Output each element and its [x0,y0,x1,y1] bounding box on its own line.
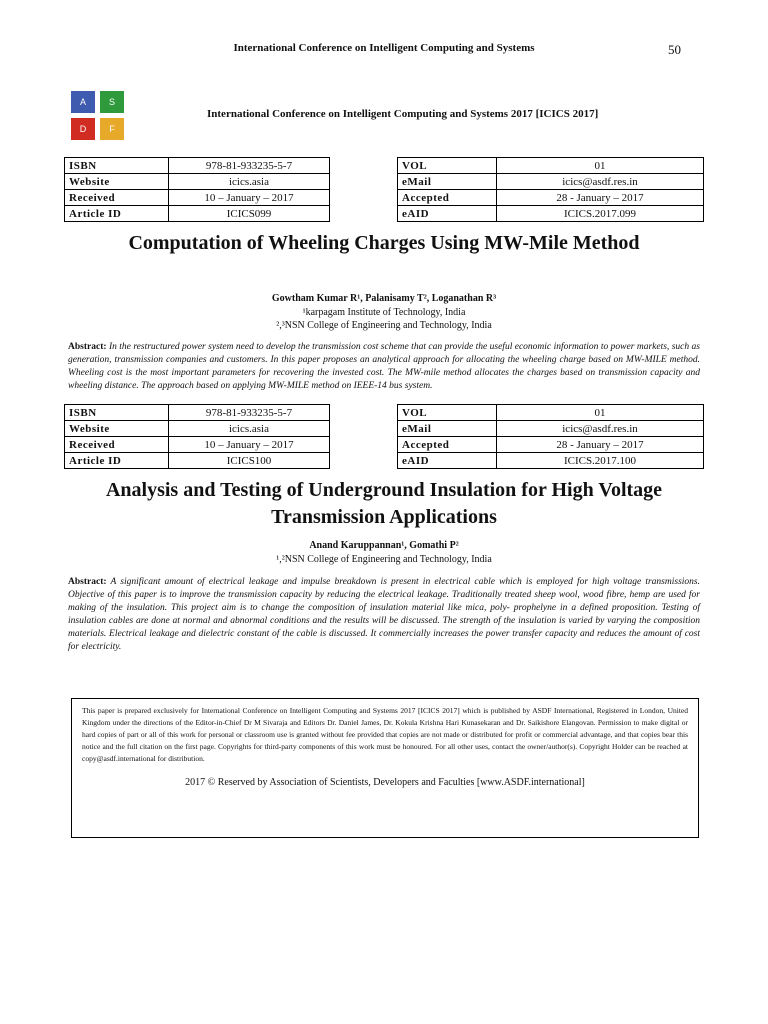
abstract-text: In the restructured power system need to develop the transmission cost scheme that can provide the useful economic information to power markets, such as generation, transmission companies and customers. In this paper proposes an analytical approach for allocating the wheeling charge based on MW-MILE method. Wheeling cost is the most important parameters for recovering the invested cost. The MW-mile method allocates the charges based on transmission capacity and wheeling distance. The approach based on applying MW-MILE method on IEEE-14 bus system. [68,342,701,391]
logo-letter-f: F [100,118,124,140]
meta-key: eMail [398,174,497,190]
table-row [65,405,330,421]
copyright-line: 2017 © Reserved by Association of Scientists, Developers and Faculties [www.ASDF.international] [185,777,585,788]
table-row [398,421,704,437]
paper1-affiliation-1: ¹karpagam Institute of Technology, India [302,307,466,318]
meta-key: Accepted [398,190,497,206]
meta-key: Article ID [65,206,169,222]
meta-value: icics.asia [169,421,330,437]
meta-key: VOL [398,405,497,421]
paper1-abstract [68,341,700,393]
abstract-label: Abstract: [68,577,107,587]
table-row [398,405,704,421]
meta-key: Received [65,437,169,453]
meta-key: Received [65,190,169,206]
table-row [398,437,704,453]
meta-key: ISBN [65,158,169,174]
paper1-meta-right [397,157,704,222]
table-row [65,437,330,453]
meta-value: 28 - January – 2017 [497,437,704,453]
paper2-authors: Anand Karuppannan¹, Gomathi P² [309,540,459,551]
paper1-authors: Gowtham Kumar R¹, Palanisamy T², Loganathan R³ [271,293,497,304]
meta-key: ISBN [65,405,169,421]
running-title: International Conference on Intelligent Computing and Systems [233,42,535,54]
meta-value: ICICS.2017.100 [497,453,704,469]
logo-letter-a: A [71,91,95,113]
asdf-logo [71,91,127,143]
conference-line: International Conference on Intelligent Computing and Systems 2017 [ICICS 2017] [207,108,599,120]
table-row [398,174,704,190]
meta-value: icics@asdf.res.in [497,174,704,190]
logo-letter-d: D [71,118,95,140]
meta-key: eMail [398,421,497,437]
meta-key: Website [65,421,169,437]
table-row [65,190,330,206]
meta-value: 978-81-933235-5-7 [169,405,330,421]
paper2-meta-right [397,404,704,469]
page-number: 50 [668,42,681,57]
meta-key: eAID [398,453,497,469]
meta-value: 10 – January – 2017 [169,190,330,206]
meta-value: ICICS099 [169,206,330,222]
table-row [65,158,330,174]
paper2-meta-left [64,404,330,469]
meta-value: 28 - January – 2017 [497,190,704,206]
meta-value: 01 [497,405,704,421]
table-row [398,206,704,222]
logo-letter-s: S [100,91,124,113]
meta-key: Article ID [65,453,169,469]
paper1-meta-left [64,157,330,222]
paper1-affiliation-2: ²,³NSN College of Engineering and Technology, India [276,320,492,331]
meta-key: Website [65,174,169,190]
meta-value: icics@asdf.res.in [497,421,704,437]
meta-value: ICICS100 [169,453,330,469]
meta-value: ICICS.2017.099 [497,206,704,222]
table-row [398,453,704,469]
paper2-abstract [68,576,700,654]
abstract-label: Abstract: [68,342,107,352]
table-row [65,421,330,437]
table-row [65,206,330,222]
meta-value: 978-81-933235-5-7 [169,158,330,174]
notice-text: This paper is prepared exclusively for International Conference on Intelligent Computing and Systems 2017 [ICICS 2017] which is published by ASDF International, Registered in London, United Kingdom under the directions of the Editor-in-Chief Dr M Sivaraja and Editors Dr. Daniel James, Dr. Kokula Krishna Hari Kunasekaran and Dr. Saikishore Elangovan. Permission to make digital or hard copies of part or all of this work for personal or classroom use is granted without fee provided that copies are not made or distributed for profit or commercial advantage, and that copies bear this notice and the full citation on the first page. Copyrights for third-party components of this work must be honoured. For all other uses, contact the owner/author(s). Copyright Holder can be reached at copy@asdf.international for distribution. [82,706,688,763]
table-row [65,453,330,469]
abstract-text: A significant amount of electrical leakage and impulse breakdown is present in electrical cable which is employed for high voltage transmissions. Objective of this paper is to improve the transmission capacity by reducing the electrical leakage. Traditionally treated sheep wool, wood fibre, hemp are used for making of the insulation. This project aim is to change the composition of insulation material like mica, poly- prophelyne in a defined proposition. Testing of insulation cables are done at normal and abnormal conditions and the results will be discussed. The strength of the insulation is varied by varying the composition materials. Electrical leakage and dielectric constant of the cable is discussed. It commercially increases the power transfer capacity and reduces the amount of cost for electricity. [68,577,700,652]
table-row [65,174,330,190]
meta-value: icics.asia [169,174,330,190]
paper1-title: Computation of Wheeling Charges Using MW-Mile Method [128,232,640,254]
meta-value: 10 – January – 2017 [169,437,330,453]
meta-value: 01 [497,158,704,174]
table-row [398,190,704,206]
meta-key: Accepted [398,437,497,453]
meta-key: eAID [398,206,497,222]
meta-key: VOL [398,158,497,174]
copyright-notice-box [71,698,699,838]
table-row [398,158,704,174]
paper2-title: Analysis and Testing of Underground Insulation for High Voltage Transmission Applications [105,479,663,528]
paper2-affiliation-1: ¹,²NSN College of Engineering and Technology, India [276,554,492,565]
